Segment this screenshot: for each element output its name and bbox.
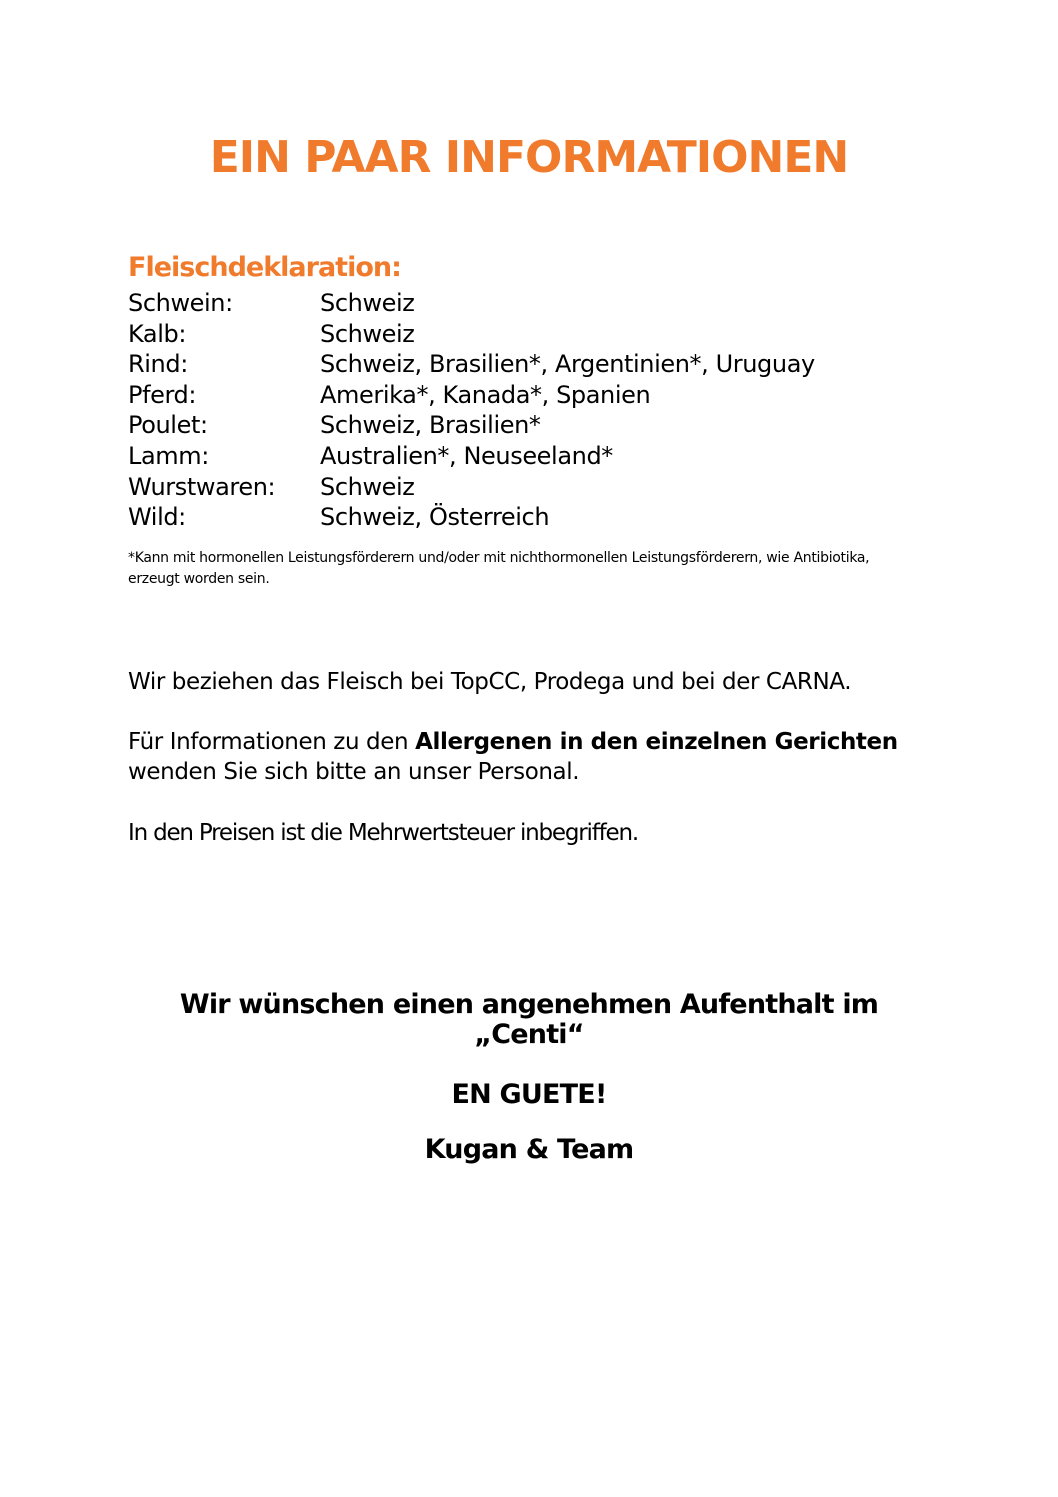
closing-en-guete: EN GUETE! <box>451 1079 607 1110</box>
meat-origin: Amerika*, Kanada*, Spanien <box>320 380 651 409</box>
meat-origin: Schweiz, Brasilien*, Argentinien*, Uruguay <box>320 350 815 379</box>
meat-origin: Australien*, Neuseeland* <box>320 441 613 470</box>
meat-origin: Schweiz <box>320 472 415 501</box>
meat-animal: Wild: <box>128 503 186 532</box>
allergen-emphasis: Allergenen in den einzelnen Gerichten <box>415 729 898 755</box>
allergen-prefix: Für Informationen zu den <box>128 729 416 755</box>
meat-row <box>128 349 888 380</box>
closing-wish-line1: Wir wünschen einen angenehmen Aufenthalt im <box>179 989 879 1020</box>
meat-row <box>128 380 888 411</box>
closing-signature: Kugan & Team <box>424 1134 634 1165</box>
meat-row <box>128 472 888 503</box>
meat-row <box>128 319 888 350</box>
meat-animal: Wurstwaren: <box>128 472 276 501</box>
meat-row <box>128 502 888 533</box>
meat-animal: Poulet: <box>128 411 208 440</box>
meat-row <box>128 441 888 472</box>
meat-declaration-heading: Fleischdeklaration: <box>128 252 401 283</box>
meat-origin: Schweiz, Brasilien* <box>320 411 541 440</box>
meat-origin: Schweiz, Österreich <box>320 503 550 532</box>
meat-animal: Lamm: <box>128 441 209 470</box>
page-title: EIN PAAR INFORMATIONEN <box>209 132 849 183</box>
allergen-suffix: wenden Sie sich bitte an unser Personal. <box>128 759 580 785</box>
vat-info: In den Preisen ist die Mehrwertsteuer inbegriffen. <box>128 820 638 846</box>
meat-footnote: *Kann mit hormonellen Leistungsförderern und/oder mit nichthormonellen Leistungsförderern, wie Antibiotika, erzeugt worden sein. <box>128 550 870 587</box>
meat-row <box>128 288 888 319</box>
meat-row <box>128 410 888 441</box>
closing-wish <box>0 990 1058 1050</box>
closing-wish-line2: „Centi“ <box>474 1019 584 1050</box>
meat-animal: Schwein: <box>128 289 233 317</box>
allergen-info <box>128 727 948 787</box>
meat-animal: Rind: <box>128 350 188 379</box>
meat-origin: Schweiz <box>320 319 415 348</box>
meat-animal: Kalb: <box>128 319 187 348</box>
meat-animal: Pferd: <box>128 380 197 409</box>
supplier-info: Wir beziehen das Fleisch bei TopCC, Prodega und bei der CARNA. <box>128 669 852 695</box>
meat-origin: Schweiz <box>320 289 415 317</box>
meat-declaration-table <box>128 288 888 533</box>
